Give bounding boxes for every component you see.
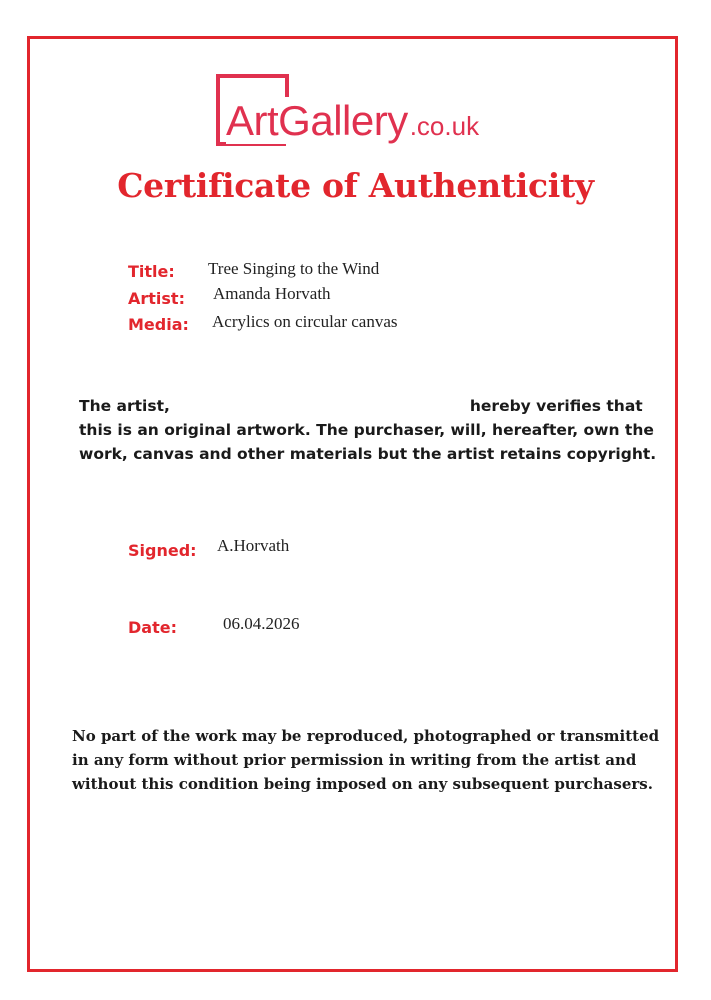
media-value: Acrylics on circular canvas [212, 312, 398, 331]
statement-line-1 [79, 394, 643, 418]
date-value: 06.04.2026 [223, 614, 300, 633]
artist-label: Artist: [128, 289, 185, 308]
logo-domain-suffix: .co.uk [409, 111, 480, 141]
copyright-notice [72, 724, 660, 796]
logo-frame-top [216, 74, 289, 78]
signature-value: A.Horvath [217, 536, 290, 555]
signed-label: Signed: [128, 541, 197, 560]
verification-statement [79, 394, 657, 466]
media-label: Media: [128, 315, 189, 334]
notice-line-3: without this condition being imposed on any subsequent purchasers. [72, 775, 653, 793]
title-label: Title: [128, 262, 175, 281]
logo-wordmark [226, 97, 480, 144]
artist-name-value: Amanda Horvath [213, 284, 331, 303]
notice-line-1: No part of the work may be reproduced, photographed or transmitted [72, 727, 660, 745]
artwork-title-value: Tree Singing to the Wind [208, 259, 380, 278]
date-label: Date: [128, 618, 177, 637]
notice-line-2: in any form without prior permission in writing from the artist and [72, 751, 637, 769]
certificate-title: Certificate of Authenticity [117, 166, 594, 205]
statement-line-2: this is an original artwork. The purchaser, will, hereafter, own the [79, 421, 654, 439]
statement-line-1-start: The artist, [79, 397, 170, 415]
artgallery-logo [214, 72, 524, 152]
statement-line-3: work, canvas and other materials but the artist retains copyright. [79, 445, 657, 463]
logo-brand-text: ArtGallery [226, 97, 408, 144]
statement-line-1-end: hereby verifies that [469, 397, 643, 415]
